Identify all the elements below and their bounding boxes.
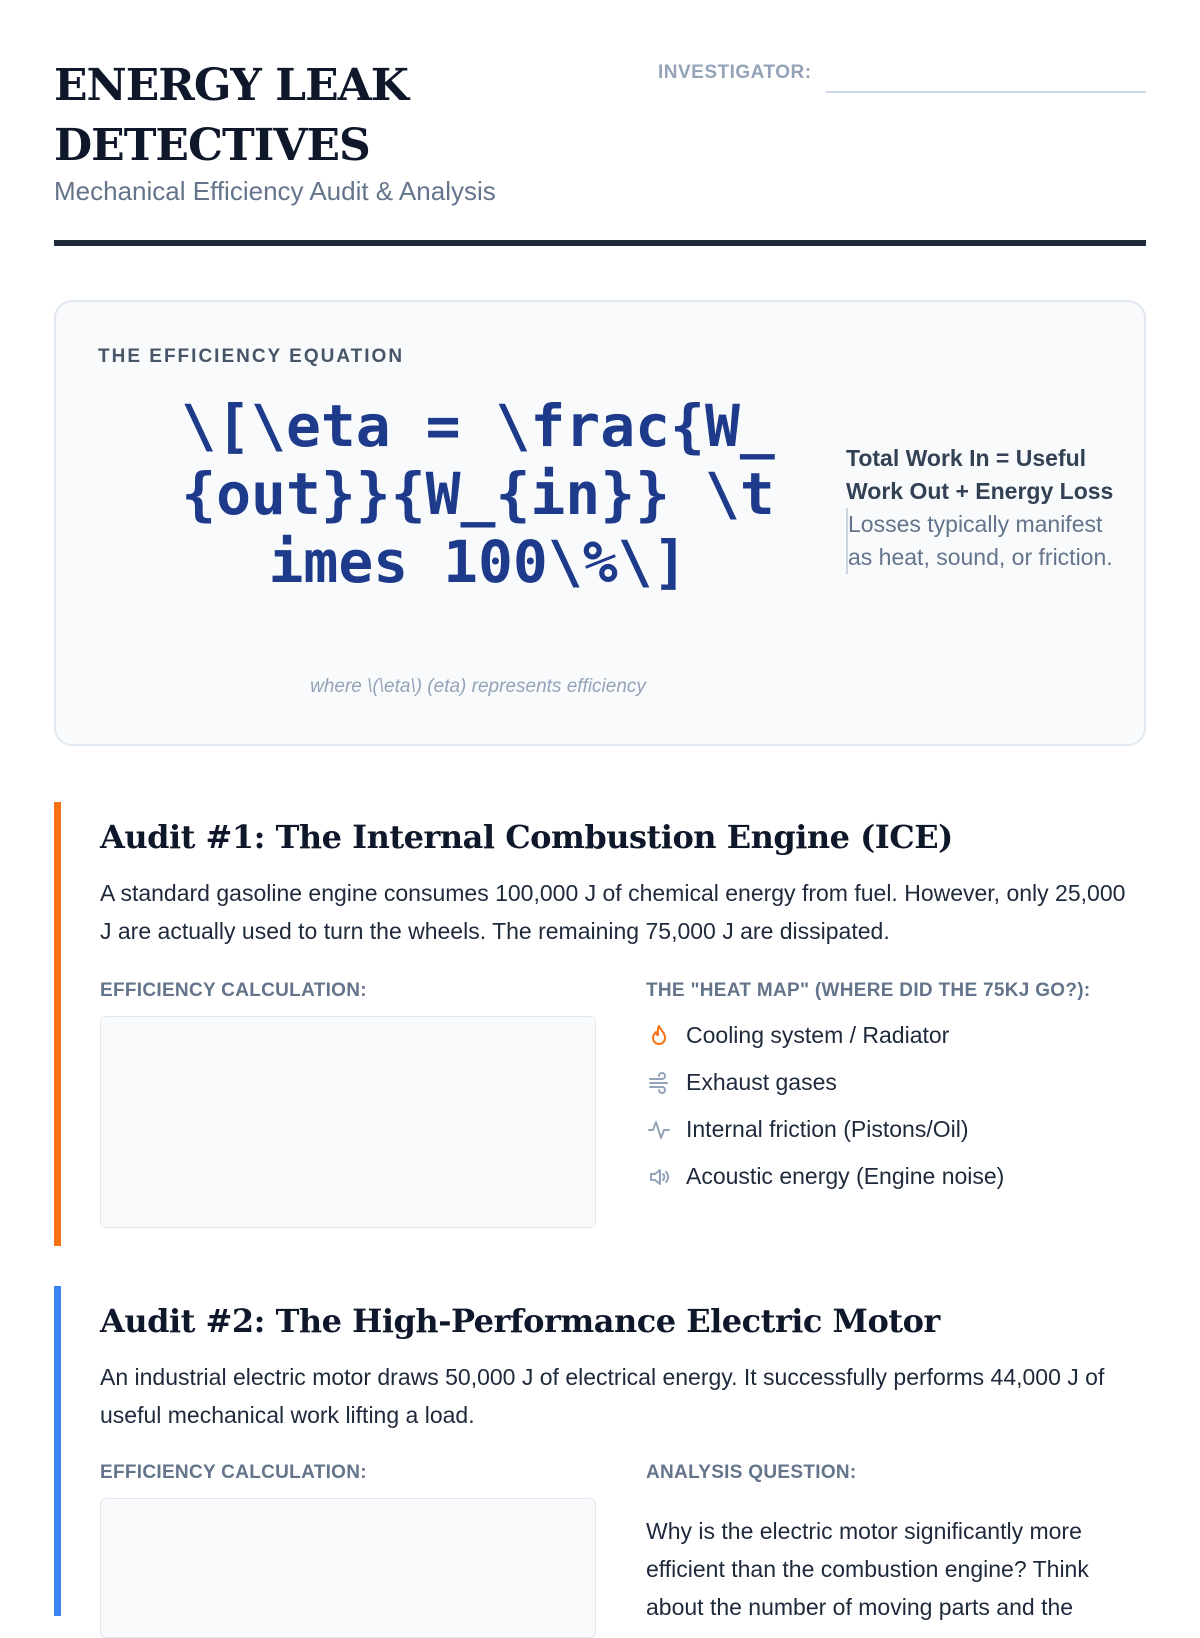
losses-explanation: Losses typically manifest as heat, sound, or friction. [846,508,1116,574]
audit-1-description: A standard gasoline engine consumes 100,000 J of chemical energy from fuel. However, only 25,000 J are actually used to turn the wheels. The remaining 75,000 J are dissipated. [100,880,1126,944]
audit-1-accent-bar [54,802,61,1246]
audit-2-calculation-box[interactable] [100,1498,596,1638]
audit-2-question-label: ANALYSIS QUESTION: [646,1462,857,1483]
flame-icon [646,1023,672,1049]
loss-label: Acoustic energy (Engine noise) [686,1163,1005,1189]
equation-heading: THE EFFICIENCY EQUATION [98,346,405,367]
audit-1-heatmap-label: THE "HEAT MAP" (WHERE DID THE 75KJ GO?): [646,980,1091,1001]
audit-1-section [54,802,1146,1246]
loss-label: Internal friction (Pistons/Oil) [686,1116,969,1142]
analysis-question: Why is the electric motor significantly more efficient than the combustion engine? Think about the number of moving parts and the [646,1518,1089,1620]
investigator-label: INVESTIGATOR: [658,62,812,83]
list-item [646,1153,1126,1200]
audit-2-description: An industrial electric motor draws 50,000 J of electrical energy. It successfully performs 44,000 J of useful mechanical work lifting a load. [100,1364,1105,1428]
investigator-input-line[interactable] [826,91,1146,93]
wind-icon [646,1070,672,1096]
audit-1-calc-label: EFFICIENCY CALCULATION: [100,980,367,1001]
speaker-icon [646,1164,672,1190]
audit-2-accent-bar [54,1286,61,1616]
energy-loss-list [646,1012,1126,1200]
activity-icon [646,1117,672,1143]
audit-1-title: Audit #1: The Internal Combustion Engine (ICE) [100,818,953,856]
header-divider [54,240,1146,246]
page-title: ENERGY LEAK DETECTIVES [54,60,409,171]
audit-2-section [54,1286,1146,1620]
equation-formula: \[\eta = \frac{W_{out}}{W_{in}} \times 100\%\] [181,392,775,596]
list-item [646,1012,1126,1059]
page [54,0,1146,250]
energy-balance-statement: Total Work In = Useful Work Out + Energy Loss [846,445,1114,504]
equation-side-note [846,442,1116,574]
loss-label: Cooling system / Radiator [686,1022,950,1048]
equation-note: where \(\eta\) (eta) represents efficiency [310,676,646,697]
list-item [646,1106,1126,1153]
list-item [646,1059,1126,1106]
audit-2-calc-label: EFFICIENCY CALCULATION: [100,1462,367,1483]
audit-2-title: Audit #2: The High-Performance Electric Motor [100,1302,940,1340]
header [54,0,1146,250]
loss-label: Exhaust gases [686,1069,837,1095]
audit-1-calculation-box[interactable] [100,1016,596,1228]
efficiency-equation-box [54,300,1146,746]
investigator-field[interactable] [658,62,1146,94]
page-subtitle: Mechanical Efficiency Audit & Analysis [54,176,496,206]
